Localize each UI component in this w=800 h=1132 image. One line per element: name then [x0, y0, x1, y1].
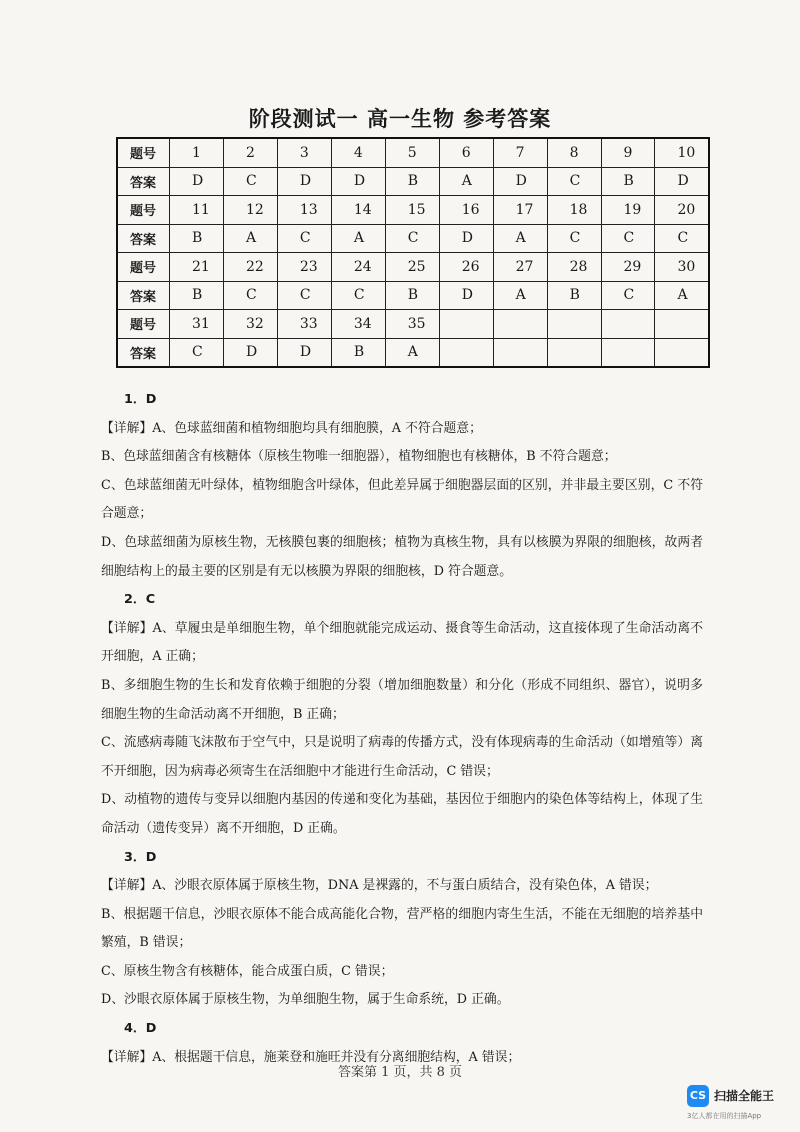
question-number-cell: [493, 310, 547, 339]
answer-cell: C: [601, 224, 655, 253]
question-number-cell: 35: [385, 310, 439, 339]
question-number-cell: 20: [655, 196, 709, 225]
page-title: 阶段测试一 高一生物 参考答案: [248, 107, 552, 131]
answer-cell: A: [493, 281, 547, 310]
question-number-cell: 4: [331, 138, 385, 167]
explanation-heading-line: 【详解】A、沙眼衣原体属于原核生物，DNA 是裸露的，不与蛋白质结合，没有染色体，A 错误；: [101, 878, 658, 894]
explanation-heading-line: 【详解】A、草履虫是单细胞生物，单个细胞就能完成运动、摄食等生命活动，这直接体现了生命活动离不开细胞，A 正确；: [101, 620, 703, 665]
answer-number: 3．D: [124, 849, 157, 865]
answer-cell: D: [170, 167, 224, 196]
answer-cell: D: [277, 338, 331, 367]
explanation-option-line: B、色球蓝细菌含有核糖体（原核生物唯一细胞器），植物细胞也有核糖体，B 不符合题意；: [101, 449, 617, 465]
question-number-cell: 29: [601, 253, 655, 282]
answer-cell: A: [439, 167, 493, 196]
answer-number: 4．D: [124, 1021, 157, 1037]
scanner-watermark: [687, 1085, 797, 1125]
answer-cell: C: [277, 224, 331, 253]
answer-number: 1．D: [124, 392, 157, 407]
row-header: 答案: [117, 338, 170, 367]
question-number-cell: 23: [277, 253, 331, 282]
answer-cell: B: [385, 167, 439, 196]
answer-row: [117, 167, 709, 196]
question-number-cell: [439, 310, 493, 339]
question-number-cell: 19: [601, 196, 655, 225]
question-number-cell: 10: [655, 138, 709, 167]
question-number-row: [117, 196, 709, 225]
answer-cell: B: [170, 224, 224, 253]
explanation-option-line: B、多细胞生物的生长和发育依赖于细胞的分裂（增加细胞数量）和分化（形成不同组织、器官），说明多细胞生物的生命活动离不开细胞，B 正确；: [101, 677, 703, 722]
row-header: 答案: [117, 224, 170, 253]
question-number-cell: [547, 310, 601, 339]
answer-cell: D: [439, 224, 493, 253]
question-number-cell: 3: [277, 138, 331, 167]
answer-number: 2．C: [124, 592, 156, 608]
answer-cell: [547, 338, 601, 367]
question-number-cell: 34: [331, 310, 385, 339]
question-number-row: [117, 310, 709, 339]
question-number-row: [117, 138, 709, 167]
question-number-cell: 27: [493, 253, 547, 282]
answer-cell: B: [385, 281, 439, 310]
answer-cell: A: [223, 224, 277, 253]
answer-cell: A: [385, 338, 439, 367]
answer-cell: D: [439, 281, 493, 310]
question-number-cell: 12: [223, 196, 277, 225]
answer-cell: B: [331, 338, 385, 367]
answer-cell: C: [547, 224, 601, 253]
answer-cell: [493, 338, 547, 367]
explanation-option-line: C、流感病毒随飞沫散布于空气中，只是说明了病毒的传播方式，没有体现病毒的生命活动（如增殖等）离不开细胞，因为病毒必须寄生在活细胞中才能进行生命活动，C 错误；: [101, 735, 703, 779]
question-number-cell: 5: [385, 138, 439, 167]
answer-cell: B: [170, 281, 224, 310]
question-number-cell: [655, 310, 709, 339]
answer-cell: C: [331, 281, 385, 310]
answer-cell: C: [223, 281, 277, 310]
answer-cell: A: [493, 224, 547, 253]
question-number-cell: 9: [601, 138, 655, 167]
question-number-cell: 8: [547, 138, 601, 167]
row-header: 答案: [117, 167, 170, 196]
answer-cell: D: [277, 167, 331, 196]
question-number-cell: 26: [439, 253, 493, 282]
answer-cell: B: [601, 167, 655, 196]
question-number-cell: 21: [170, 253, 224, 282]
answer-cell: C: [277, 281, 331, 310]
answer-cell: A: [331, 224, 385, 253]
explanation-option-line: D、色球蓝细菌为原核生物，无核膜包裹的细胞核；植物为真核生物，具有以核膜为界限的细胞核，故两者细胞结构上的最主要的区别是有无以核膜为界限的细胞核，D 符合题意。: [101, 534, 703, 579]
row-header: 题号: [117, 196, 170, 225]
question-number-cell: 2: [223, 138, 277, 167]
answer-cell: D: [331, 167, 385, 196]
question-number-cell: 31: [170, 310, 224, 339]
answer-row: [117, 224, 709, 253]
question-number-cell: 18: [547, 196, 601, 225]
answer-cell: D: [223, 338, 277, 367]
answer-cell: C: [170, 338, 224, 367]
question-number-cell: 17: [493, 196, 547, 225]
row-header: 答案: [117, 281, 170, 310]
explanation-option-line: D、动植物的遗传与变异以细胞内基因的传递和变化为基础，基因位于细胞内的染色体等结构上，体现了生命活动（遗传变异）离不开细胞，D 正确。: [101, 792, 703, 836]
answer-cell: C: [547, 167, 601, 196]
question-number-row: [117, 253, 709, 282]
explanation-option-line: B、根据题干信息，沙眼衣原体不能合成高能化合物，营严格的细胞内寄生生活，不能在无细胞的培养基中繁殖，B 错误；: [101, 906, 703, 951]
question-number-cell: 7: [493, 138, 547, 167]
answer-cell: [601, 338, 655, 367]
question-number-cell: 28: [547, 253, 601, 282]
answer-cell: C: [385, 224, 439, 253]
answer-row: [117, 338, 709, 367]
question-number-cell: 22: [223, 253, 277, 282]
row-header: 题号: [117, 253, 170, 282]
answer-explanations: [101, 386, 703, 1072]
answer-cell: [439, 338, 493, 367]
answer-cell: B: [547, 281, 601, 310]
question-number-cell: 24: [331, 253, 385, 282]
question-number-cell: 11: [170, 196, 224, 225]
answer-key-table: [116, 137, 710, 368]
camscanner-logo-icon: CS: [687, 1085, 709, 1107]
explanation-heading-line: 【详解】A、色球蓝细菌和植物细胞均具有细胞膜，A 不符合题意；: [101, 420, 482, 436]
watermark-name: 扫描全能王: [714, 1089, 775, 1103]
row-header: 题号: [117, 138, 170, 167]
answer-cell: D: [655, 167, 709, 196]
answer-cell: C: [655, 224, 709, 253]
question-number-cell: 1: [170, 138, 224, 167]
question-number-cell: 30: [655, 253, 709, 282]
answer-cell: D: [493, 167, 547, 196]
question-number-cell: 13: [277, 196, 331, 225]
watermark-tagline: 3亿人都在用的扫描App: [687, 1112, 762, 1120]
explanation-option-line: D、沙眼衣原体属于原核生物，为单细胞生物，属于生命系统，D 正确。: [101, 992, 510, 1008]
row-header: 题号: [117, 310, 170, 339]
question-number-cell: 32: [223, 310, 277, 339]
answer-cell: [655, 338, 709, 367]
answer-cell: A: [655, 281, 709, 310]
explanation-option-line: C、原核生物含有核糖体，能合成蛋白质，C 错误；: [101, 963, 394, 979]
question-number-cell: 15: [385, 196, 439, 225]
answer-cell: C: [601, 281, 655, 310]
explanation-option-line: C、色球蓝细菌无叶绿体，植物细胞含叶绿体，但此差异属于细胞器层面的区别，并非最主要区别，C 不符合题意；: [101, 477, 703, 522]
question-number-cell: 6: [439, 138, 493, 167]
explanation-heading-line: 【详解】A、根据题干信息，施莱登和施旺并没有分离细胞结构，A 错误；: [101, 1049, 521, 1065]
question-number-cell: 14: [331, 196, 385, 225]
question-number-cell: 16: [439, 196, 493, 225]
answer-cell: C: [223, 167, 277, 196]
question-number-cell: 25: [385, 253, 439, 282]
answer-row: [117, 281, 709, 310]
page-footer: 答案第 1 页，共 8 页: [337, 1065, 463, 1080]
question-number-cell: [601, 310, 655, 339]
question-number-cell: 33: [277, 310, 331, 339]
